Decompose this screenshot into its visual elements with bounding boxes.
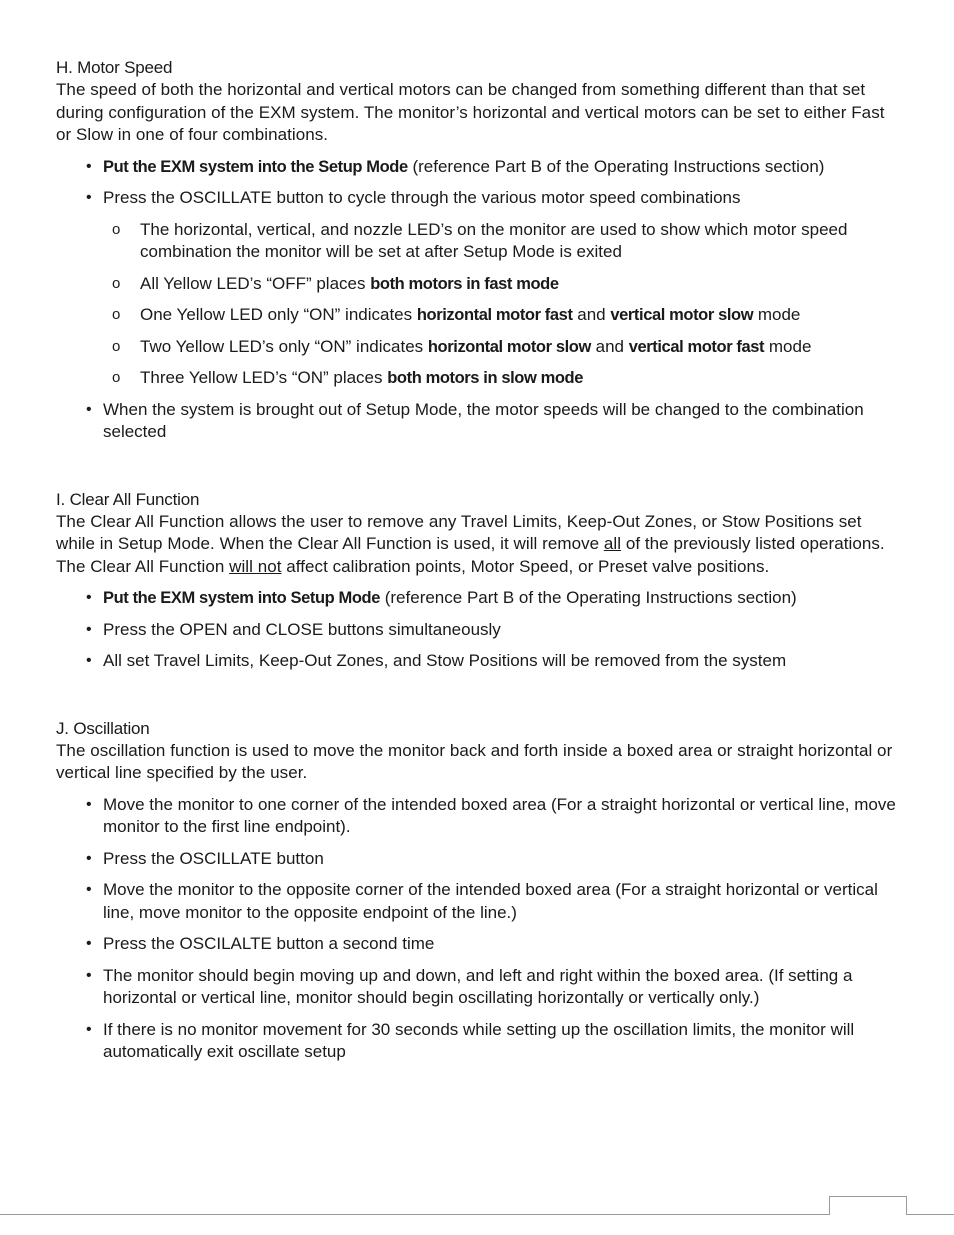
bold-text: horizontal motor fast <box>416 306 573 324</box>
item-text: Press the OSCILLATE button <box>103 848 324 868</box>
sub-list-item <box>56 367 896 390</box>
bullet-glyph: • <box>86 966 92 984</box>
list-item <box>56 619 896 642</box>
sub-list-item <box>56 304 896 327</box>
list-item <box>56 156 896 179</box>
item-text: mode <box>753 305 801 324</box>
section-heading: H. Motor Speed <box>56 58 173 77</box>
bullet-glyph: • <box>86 589 92 606</box>
bold-text: Put the EXM system into the Setup Mode <box>103 157 408 176</box>
bold-text: both motors in slow mode <box>387 369 583 387</box>
list-item <box>56 965 896 1010</box>
item-text: and <box>572 305 611 324</box>
bold-text: both motors in fast mode <box>370 274 559 293</box>
document-page <box>56 56 896 1064</box>
item-text: All set Travel Limits, Keep-Out Zones, and Stow Positions will be removed from the system <box>103 651 787 670</box>
item-text: (reference Part B of the Operating Instructions section) <box>380 588 797 607</box>
item-text: Move the monitor to the opposite corner of the intended boxed area (For a straight horizontal or vertical line, move monitor to the opposite endpoint of the line.) <box>103 880 878 922</box>
section-paragraph <box>56 511 896 579</box>
bullet-list <box>56 587 896 673</box>
bullet-glyph: • <box>86 1020 92 1038</box>
bullet-list <box>56 794 896 1064</box>
bullet-glyph: • <box>86 935 92 952</box>
page-number-box <box>829 1196 907 1215</box>
bullet-glyph: • <box>86 157 92 175</box>
paragraph-text: affect calibration points, Motor Speed, or Preset valve positions. <box>281 556 770 576</box>
bullet-glyph: • <box>86 881 92 898</box>
list-item <box>56 587 896 610</box>
list-item <box>56 399 896 444</box>
item-text: When the system is brought out of Setup Mode, the motor speeds will be changed to the combination selected <box>103 399 864 441</box>
sub-bullet-glyph: o <box>112 369 121 386</box>
bullet-glyph: • <box>86 400 92 418</box>
item-text: Press the OPEN and CLOSE buttons simultaneously <box>103 619 501 639</box>
item-text: mode <box>764 336 812 356</box>
bold-text: vertical motor fast <box>628 337 765 356</box>
section-heading: I. Clear All Function <box>56 489 200 509</box>
sub-bullet-glyph: o <box>112 337 121 355</box>
bold-text: vertical motor slow <box>610 306 754 324</box>
bold-text: horizontal motor slow <box>427 337 591 356</box>
item-text: The monitor should begin moving up and down, and left and right within the boxed area. (If setting a horizontal or vertical line, monitor should begin oscillating horizontally or vertically only.) <box>103 965 853 1007</box>
paragraph-text: of the previously listed operations. The Clear All Function <box>56 534 885 576</box>
list-item <box>56 794 896 839</box>
bold-text: Put the EXM system into Setup Mode <box>103 589 381 607</box>
item-text: Move the monitor to one corner of the intended boxed area (For a straight horizontal or vertical line, move monitor to the first line endpoint). <box>103 794 896 836</box>
bullet-glyph: • <box>86 652 92 669</box>
list-item <box>56 933 896 956</box>
section-oscillation <box>56 717 896 1064</box>
item-text: Press the OSCILLATE button to cycle through the various motor speed combinations <box>103 188 741 207</box>
paragraph-text: The Clear All Function allows the user to remove any Travel Limits, Keep-Out Zones, or Stow Positions set while in Setup Mode. When the Clear All Function is used, it will remove <box>56 511 862 553</box>
sub-bullet-glyph: o <box>112 306 121 323</box>
list-item <box>56 650 896 673</box>
bullet-glyph: • <box>86 189 92 206</box>
list-item <box>56 1019 896 1064</box>
item-text: Two Yellow LED’s only “ON” indicates <box>140 336 428 356</box>
sub-bullet-glyph: o <box>112 220 121 238</box>
section-paragraph: The speed of both the horizontal and vertical motors can be changed from something different than that set during configuration of the EXM system. The monitor’s horizontal and vertical motors can be set to either Fast or Slow in one of four combinations. <box>56 80 885 144</box>
section-clear-all <box>56 488 896 673</box>
bullet-list <box>56 156 896 444</box>
underlined-text: all <box>603 534 622 553</box>
item-text: One Yellow LED only “ON” indicates <box>140 305 417 324</box>
section-heading: J. Oscillation <box>56 718 150 738</box>
item-text: Three Yellow LED’s “ON” places <box>140 368 388 387</box>
sub-list-item <box>56 219 896 264</box>
bullet-glyph: • <box>86 795 92 813</box>
list-item <box>56 187 896 390</box>
item-text: If there is no monitor movement for 30 seconds while setting up the oscillation limits, the monitor will automatically exit oscillate setup <box>103 1019 855 1061</box>
item-text: All Yellow LED’s “OFF” places <box>140 273 371 293</box>
sub-list <box>56 219 896 390</box>
item-text: (reference Part B of the Operating Instructions section) <box>407 156 825 176</box>
item-text: The horizontal, vertical, and nozzle LED’s on the monitor are used to show which motor speed combination the monitor will be set at after Setup Mode is exited <box>140 219 848 261</box>
sub-bullet-glyph: o <box>112 274 121 292</box>
section-motor-speed <box>56 56 896 444</box>
sub-list-item <box>56 273 896 296</box>
sub-list-item <box>56 336 896 359</box>
footer-rule <box>0 1214 954 1215</box>
item-text: and <box>590 336 629 356</box>
section-paragraph: The oscillation function is used to move the monitor back and forth inside a boxed area or straight horizontal or vertical line specified by the user. <box>56 740 893 782</box>
list-item <box>56 879 896 924</box>
underlined-text: will not <box>229 556 282 576</box>
bullet-glyph: • <box>86 620 92 638</box>
list-item <box>56 848 896 871</box>
item-text: Press the OSCILALTE button a second time <box>103 934 435 953</box>
bullet-glyph: • <box>86 849 92 867</box>
